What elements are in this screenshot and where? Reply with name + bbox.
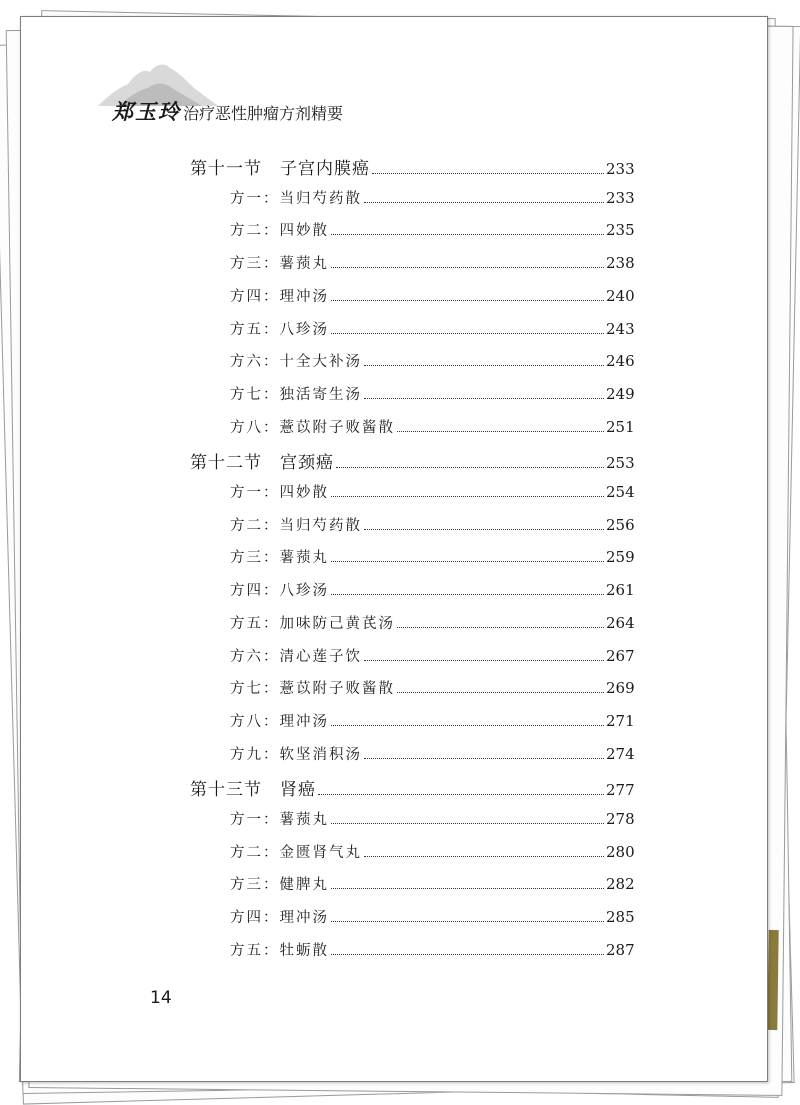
toc-page-number: 253 — [606, 454, 635, 473]
toc-item-entry[interactable] — [230, 187, 634, 213]
toc-item-entry[interactable] — [230, 612, 634, 638]
toc-page-number: 274 — [606, 744, 635, 763]
dot-leader — [397, 692, 604, 693]
toc-item-entry[interactable] — [230, 579, 634, 605]
toc-item-label: 方一：薯蓣丸 — [230, 812, 329, 828]
toc-item-label: 方二：金匮肾气丸 — [230, 844, 362, 861]
toc-page-number: 254 — [606, 483, 635, 501]
toc-item-entry[interactable] — [230, 939, 634, 965]
toc-page-number: 256 — [606, 515, 635, 534]
toc-page-number: 271 — [606, 711, 635, 730]
toc-page-number: 280 — [606, 842, 635, 861]
running-header — [112, 96, 343, 126]
dot-leader — [397, 431, 604, 432]
toc-item-label: 方五：八珍汤 — [230, 321, 329, 338]
toc-item-entry[interactable] — [230, 645, 634, 671]
dot-leader — [331, 823, 604, 824]
toc-page-number: 251 — [606, 417, 635, 436]
dot-leader — [331, 561, 604, 562]
toc-item-label: 方六：十全大补汤 — [230, 354, 362, 371]
section-title: 宫颈癌 — [280, 453, 334, 474]
book-title: 治疗恶性肿瘤方剂精要 — [183, 104, 344, 123]
section-number: 第十一节 — [190, 159, 262, 179]
toc-item-label: 方四：理冲汤 — [230, 288, 329, 305]
section-title: 子宫内膜癌 — [280, 159, 370, 179]
toc-item-entry[interactable] — [230, 318, 634, 344]
toc-item-entry[interactable] — [230, 906, 634, 932]
dot-leader — [364, 398, 604, 399]
toc-section-heading — [190, 154, 370, 179]
toc-item-label: 方三：健脾丸 — [230, 877, 329, 894]
toc-item-label: 方八：薏苡附子败酱散 — [230, 419, 395, 436]
dot-leader — [372, 173, 604, 174]
dot-leader — [331, 267, 604, 268]
toc-item-entry[interactable] — [230, 677, 634, 703]
dot-leader — [331, 300, 604, 301]
toc-page-number: 233 — [606, 160, 635, 178]
toc-item-entry[interactable] — [230, 252, 634, 278]
toc-item-label: 方七：独活寄生汤 — [230, 386, 362, 403]
toc-item-entry[interactable] — [230, 350, 634, 376]
author-name: 郑玉玲 — [112, 99, 181, 124]
toc-page-number: 277 — [606, 781, 635, 800]
toc-item-label: 方五：加味防己黄芪汤 — [230, 615, 395, 632]
dot-leader — [397, 627, 604, 628]
section-title: 肾癌 — [280, 780, 316, 801]
toc-item-entry[interactable] — [230, 841, 634, 867]
toc-item-label: 方一：四妙散 — [230, 485, 329, 501]
dot-leader — [318, 794, 604, 795]
toc-page-number: 233 — [606, 188, 635, 207]
toc-item-entry[interactable] — [230, 219, 634, 245]
toc-item-label: 方七：薏苡附子败酱散 — [230, 681, 395, 698]
toc-page-number: 259 — [606, 548, 635, 567]
dot-leader — [364, 758, 604, 759]
toc-section-heading — [190, 775, 316, 800]
toc-item-label: 方四：理冲汤 — [230, 910, 329, 927]
dot-leader — [331, 888, 604, 889]
toc-item-label: 方八：理冲汤 — [230, 713, 329, 730]
toc-item-entry[interactable] — [230, 873, 634, 899]
toc-item-entry[interactable] — [230, 416, 634, 442]
toc-item-entry[interactable] — [230, 808, 634, 834]
section-number: 第十二节 — [190, 453, 262, 474]
toc-item-entry[interactable] — [230, 383, 634, 409]
dot-leader — [331, 234, 604, 235]
toc-page-number: 278 — [606, 810, 635, 828]
toc-page-number: 287 — [606, 940, 635, 959]
toc-page-number: 261 — [606, 581, 635, 600]
dot-leader — [336, 467, 604, 468]
section-number: 第十三节 — [190, 780, 262, 801]
toc-item-label: 方九：软坚消积汤 — [230, 746, 362, 763]
dot-leader — [331, 921, 604, 922]
toc-page-number: 282 — [606, 875, 635, 894]
page-number: 14 — [150, 988, 172, 1008]
cover-edge-strip — [767, 930, 778, 1030]
toc-item-label: 方六：清心莲子饮 — [230, 648, 362, 665]
toc-item-entry[interactable] — [230, 546, 634, 572]
toc-page-number: 238 — [606, 254, 635, 273]
dot-leader — [364, 365, 604, 366]
toc-page-number: 285 — [606, 908, 635, 927]
toc-item-label: 方三：薯蓣丸 — [230, 256, 329, 273]
toc-item-label: 方三：薯蓣丸 — [230, 550, 329, 567]
toc-page-number: 249 — [606, 384, 635, 403]
dot-leader — [331, 496, 604, 497]
toc-item-label: 方二：当归芍药散 — [230, 517, 362, 534]
dot-leader — [364, 856, 604, 857]
toc-item-label: 方一：当归芍药散 — [230, 190, 362, 207]
dot-leader — [364, 529, 604, 530]
toc-item-entry[interactable] — [230, 710, 634, 736]
toc-page-number: 269 — [606, 679, 635, 698]
toc-section-entry[interactable] — [190, 154, 634, 180]
toc-page-number: 264 — [606, 613, 635, 632]
toc-item-entry[interactable] — [230, 285, 634, 311]
dot-leader — [331, 954, 604, 955]
toc-item-label: 方二：四妙散 — [230, 223, 329, 240]
dot-leader — [331, 594, 604, 595]
toc-page-number: 267 — [606, 646, 635, 665]
dot-leader — [331, 725, 604, 726]
dot-leader — [331, 333, 604, 334]
toc-item-label: 方五：牡蛎散 — [230, 942, 329, 959]
toc-page-number: 240 — [606, 286, 635, 305]
toc-section-entry[interactable] — [190, 448, 634, 474]
dot-leader — [364, 660, 604, 661]
toc-item-entry[interactable] — [230, 514, 634, 540]
toc-item-entry[interactable] — [230, 743, 634, 769]
toc-item-entry[interactable] — [230, 481, 634, 507]
dot-leader — [364, 202, 604, 203]
toc-page-number: 235 — [606, 221, 635, 240]
toc-page-number: 243 — [606, 319, 635, 338]
toc-item-label: 方四：八珍汤 — [230, 583, 329, 600]
toc-section-heading — [190, 448, 334, 473]
toc-section-entry[interactable] — [190, 775, 634, 801]
toc-page-number: 246 — [606, 352, 635, 371]
